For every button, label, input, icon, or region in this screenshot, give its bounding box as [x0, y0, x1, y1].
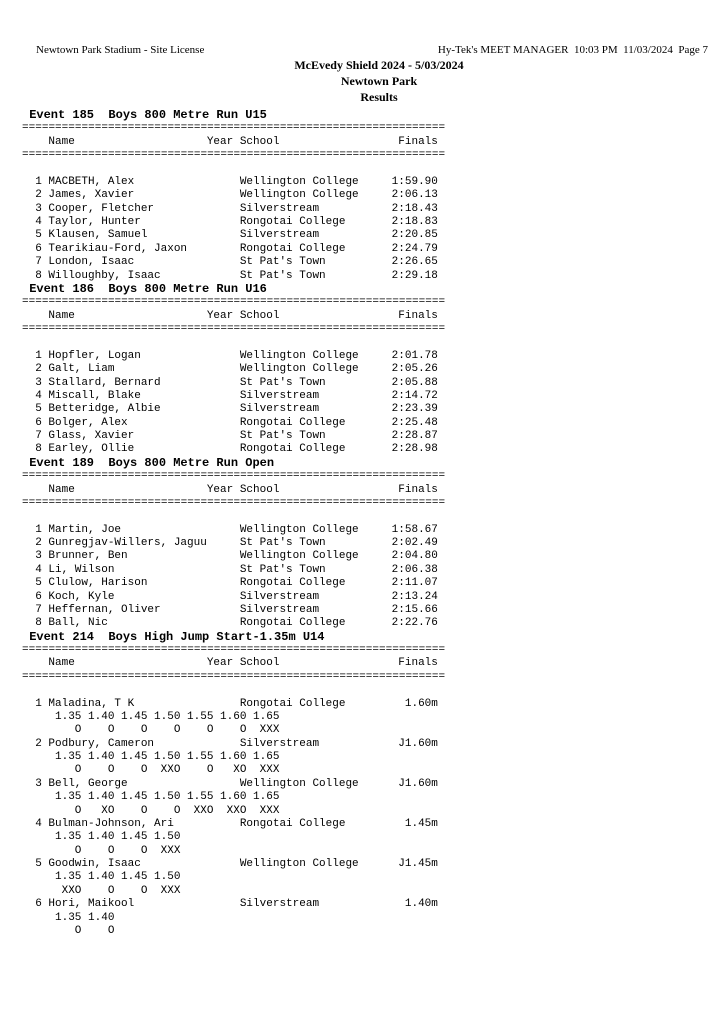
result-row: O O O O O O XXX: [22, 724, 280, 737]
result-row: O O: [22, 924, 115, 937]
result-row: 4 Miscall, Blake Silverstream 2:14.72: [22, 389, 438, 402]
result-row: 4 Taylor, Hunter Rongotai College 2:18.83: [22, 216, 438, 228]
result-row: O XO O O XXO XXO XXX: [22, 804, 280, 817]
result-row: 7 Heffernan, Oliver Silverstream 2:15.66: [22, 603, 438, 616]
results-listing: [22, 109, 445, 938]
separator-line: ================================================================: [22, 670, 446, 683]
result-row: 1.35 1.40 1.45 1.50: [22, 831, 181, 844]
event-title: Event 189 Boys 800 Metre Run Open: [22, 455, 275, 470]
result-row: 6 Tearikiau-Ford, Jaxon Rongotai College 2:24.79: [22, 242, 438, 255]
venue-title: Newtown Park: [340, 74, 418, 88]
result-row: 6 Bolger, Alex Rongotai College 2:25.48: [22, 416, 438, 429]
column-header: Name Year School Finals: [22, 657, 438, 670]
column-header: Name Year School Finals: [22, 483, 438, 496]
blank-line: [22, 510, 445, 523]
results-title: Results: [360, 90, 398, 104]
result-row: 6 Koch, Kyle Silverstream 2:13.24: [22, 590, 438, 603]
column-header: Name Year School Finals: [22, 309, 438, 322]
separator-line: ================================================================: [22, 122, 446, 135]
page-header-right: Hy-Tek's MEET MANAGER 10:03 PM 11/03/2024 Page 7: [437, 44, 708, 56]
result-row: 7 Glass, Xavier St Pat's Town 2:28.87: [22, 430, 438, 442]
event-title: Event 185 Boys 800 Metre Run U15: [22, 108, 267, 122]
result-row: 3 Bell, George Wellington College J1.60m: [22, 777, 438, 790]
separator-line: ================================================================: [22, 323, 446, 335]
event-title: Event 186 Boys 800 Metre Run U16: [22, 281, 267, 296]
result-row: 2 James, Xavier Wellington College 2:06.13: [22, 189, 438, 202]
result-row: 2 Galt, Liam Wellington College 2:05.26: [22, 363, 438, 376]
column-header: Name Year School Finals: [22, 135, 438, 148]
result-row: 4 Bulman-Johnson, Ari Rongotai College 1.45m: [22, 817, 438, 830]
result-row: 1.35 1.40: [22, 911, 115, 924]
separator-line: ================================================================: [22, 644, 446, 656]
result-row: 5 Goodwin, Isaac Wellington College J1.45m: [22, 858, 438, 870]
result-row: 1.35 1.40 1.45 1.50 1.55 1.60 1.65: [22, 791, 280, 804]
result-row: 1 MACBETH, Alex Wellington College 1:59.90: [22, 175, 438, 188]
blank-line: [22, 336, 445, 349]
result-row: 8 Earley, Ollie Rongotai College 2:28.98: [22, 443, 438, 456]
result-row: 4 Li, Wilson St Pat's Town 2:06.38: [22, 563, 438, 576]
result-row: 2 Gunregjav-Willers, Jaguu St Pat's Town 2:02.49: [22, 537, 438, 549]
result-row: 5 Clulow, Harison Rongotai College 2:11.07: [22, 577, 438, 590]
result-row: O O O XXO O XO XXX: [22, 764, 280, 777]
result-row: 3 Cooper, Fletcher Silverstream 2:18.43: [22, 202, 438, 215]
result-row: 1.35 1.40 1.45 1.50: [22, 871, 181, 884]
separator-line: ================================================================: [22, 296, 446, 309]
result-row: 8 Willoughby, Isaac St Pat's Town 2:29.18: [22, 269, 438, 282]
meet-title: McEvedy Shield 2024 - 5/03/2024: [294, 58, 464, 72]
result-row: 1 Hopfler, Logan Wellington College 2:01.78: [22, 349, 438, 362]
blank-line: [22, 163, 445, 176]
page-header-left: Newtown Park Stadium - Site License: [36, 44, 205, 56]
result-row: XXO O O XXX: [22, 884, 181, 897]
result-row: 2 Podbury, Cameron Silverstream J1.60m: [22, 737, 438, 750]
result-row: 1.35 1.40 1.45 1.50 1.55 1.60 1.65: [22, 751, 280, 763]
separator-line: ================================================================: [22, 496, 446, 509]
blank-line: [22, 684, 445, 697]
result-row: 5 Klausen, Samuel Silverstream 2:20.85: [22, 229, 438, 242]
result-row: 1.35 1.40 1.45 1.50 1.55 1.60 1.65: [22, 710, 280, 723]
result-row: 1 Martin, Joe Wellington College 1:58.67: [22, 523, 438, 536]
separator-line: ================================================================: [22, 470, 446, 483]
result-row: 8 Ball, Nic Rongotai College 2:22.76: [22, 617, 438, 630]
result-row: 3 Stallard, Bernard St Pat's Town 2:05.88: [22, 376, 438, 389]
result-row: 3 Brunner, Ben Wellington College 2:04.80: [22, 550, 438, 563]
result-row: 5 Betteridge, Albie Silverstream 2:23.39: [22, 403, 438, 416]
event-title: Event 214 Boys High Jump Start-1.35m U14: [22, 629, 325, 644]
separator-line: ================================================================: [22, 149, 446, 162]
result-row: 7 London, Isaac St Pat's Town 2:26.65: [22, 256, 438, 269]
result-row: O O O XXX: [22, 844, 181, 857]
result-row: 1 Maladina, T K Rongotai College 1.60m: [22, 697, 438, 710]
result-row: 6 Hori, Maikool Silverstream 1.40m: [22, 898, 438, 911]
